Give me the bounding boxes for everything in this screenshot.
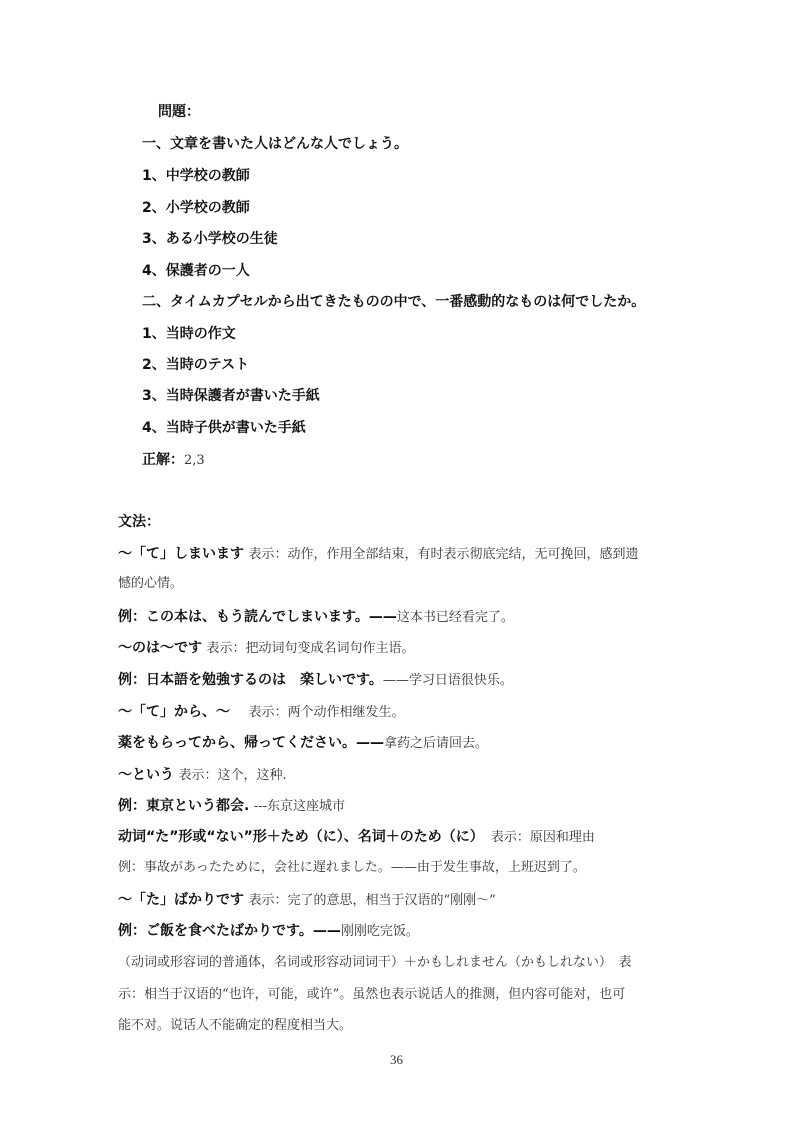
grammar-bakari [118, 890, 496, 911]
meaning-tameni: 表示：原因和理由 [490, 830, 595, 845]
grammar-tameni [118, 827, 595, 848]
q2-option-2: 2、当時のテスト [142, 357, 250, 373]
pattern-tameni: 动词“た”形或“ない”形＋ため（に）、名词＋のため（に） [118, 829, 477, 845]
example-3 [118, 733, 488, 754]
example-6-cn: 刚刚吃完饭。 [340, 924, 419, 939]
example-4 [118, 796, 345, 817]
questions-heading: 問題： [158, 104, 200, 120]
q1-option-4: 4、保護者の一人 [142, 263, 250, 279]
meaning-te-shimau: 表示：动作，作用全部结束，有时表示彻底完结，无可挽回，感到遗 [248, 547, 639, 562]
pattern-noha: ～のは～です [118, 640, 202, 656]
grammar-kamo-line-3: 能不对。说话人不能确定的程度相当大。 [118, 1018, 353, 1033]
question-2: 二、タイムカプセルから出てきたものの中で、一番感動的なものは何でしたか。 [142, 294, 646, 310]
page-number: 36 [390, 1052, 403, 1067]
q1-option-3: 3、ある小学校の生徒 [142, 231, 278, 247]
example-1-jp: 例：この本は、もう読んでしまいます。 [118, 609, 369, 625]
pattern-toiu: ～という [118, 767, 174, 783]
grammar-tekara [118, 702, 404, 723]
grammar-toiu [118, 765, 287, 786]
q1-option-1: 1、中学校の教師 [142, 168, 250, 184]
grammar-te-shimau [118, 544, 638, 565]
pattern-tekara: ～「て」から、～ [118, 704, 230, 720]
example-5: 例：事故があったために，会社に遅れました。——由于发生事故，上班迟到了。 [118, 860, 586, 875]
meaning-te-shimau-cont: 憾的心情。 [118, 576, 184, 591]
q2-option-3: 3、当時保護者が書いた手紙 [142, 388, 320, 404]
q2-option-4: 4、当時子供が書いた手紙 [142, 420, 306, 436]
pattern-bakari: ～「た」ばかりです [118, 892, 244, 908]
example-4-jp: 例：東京という都会. [118, 798, 250, 814]
meaning-bakari: 表示：完了的意思，相当于汉语的“刚刚～” [248, 893, 496, 908]
meaning-toiu: 表示：这个，这种. [178, 768, 287, 783]
answer-line [142, 450, 205, 471]
example-6 [118, 921, 419, 942]
grammar-heading: 文法： [118, 514, 160, 530]
answer-label: 正解： [142, 452, 184, 468]
example-1-cn: 这本书已经看完了。 [396, 610, 514, 625]
example-6-jp: 例：ご飯を食べたばかりです。 [118, 923, 313, 939]
grammar-kamo-line-1: （动词或形容词的普通体，名词或形容动词词干）＋かもしれません（かもしれない） 表 [118, 955, 632, 970]
example-3-cn: 拿药之后请回去。 [384, 736, 489, 751]
example-1 [118, 607, 514, 628]
q2-option-1: 1、当時の作文 [142, 326, 236, 342]
example-6-dash: —— [312, 923, 341, 939]
question-1: 一、文章を書いた人はどんな人でしょう。 [142, 136, 408, 152]
q1-option-2: 2、小学校の教師 [142, 200, 250, 216]
grammar-kamo-line-2: 示：相当于汉语的“也许，可能，或许”。虽然也表示说话人的推测，但内容可能对，也可 [118, 987, 626, 1002]
example-3-jp: 薬をもらってから、帰ってください。 [118, 735, 356, 751]
example-2 [118, 670, 513, 691]
pattern-te-shimau: ～「て」しまいます [118, 546, 244, 562]
meaning-tekara: 表示：两个动作相继发生。 [248, 705, 405, 720]
example-3-dash: —— [356, 735, 384, 751]
meaning-noha: 表示：把动词句变成名词句作主语。 [206, 641, 415, 656]
grammar-noha [118, 638, 414, 659]
example-1-dash: —— [368, 609, 397, 625]
answer-value: 2,3 [184, 453, 205, 468]
example-4-cn: ---东京这座城市 [253, 799, 345, 814]
example-2-jp: 例：日本語を勉強するのは 楽しいです。 [118, 672, 383, 688]
example-2-cn: ——学习日语很快乐。 [382, 673, 513, 688]
